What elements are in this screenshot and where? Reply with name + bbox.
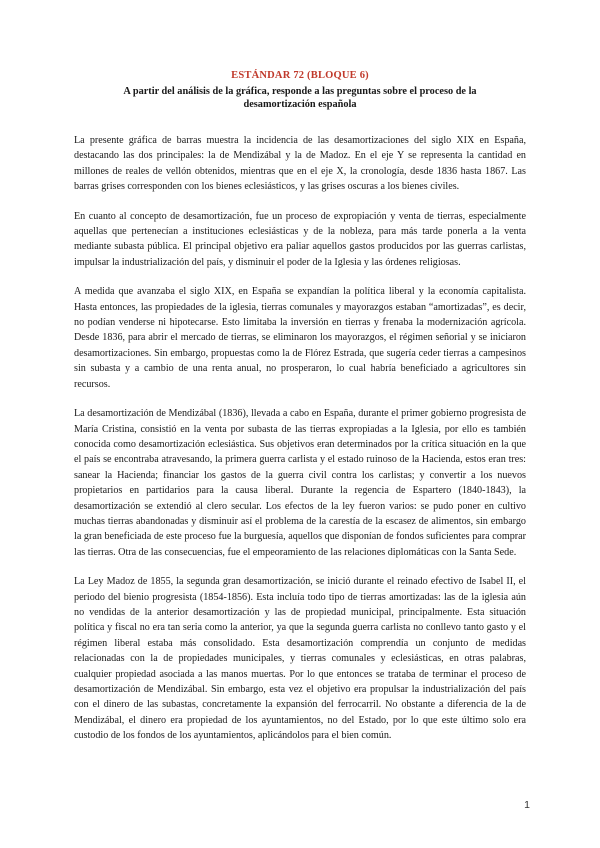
paragraph-context: A medida que avanzaba el siglo XIX, en España se expandían la política liberal y la economía capitalista. Hasta entonces, las propiedades de la iglesia, tierras comunales y mayorazgos estaban “amortizadas”, es decir, no podían venderse ni hipotecarse. Esto limitaba la inversión en tierras y frenaba la modernización agrícola. Desde 1836, para abrir el mercado de tierras, se eliminaron los mayorazgos, el régimen señorial y se iniciaron desamortizaciones. Sin embargo, propuestas como la de Flórez Estrada, que sugería ceder tierras a campesinos sin subasta y a cambio de una renta anual, no prosperaron, lo cual habría beneficiado a agricultores sin recursos. (74, 286, 526, 390)
paragraph-madoz: La Ley Madoz de 1855, la segunda gran desamortización, se inició durante el reinado efectivo de Isabel II, el periodo del bienio progresista (1854-1856). Esta incluía todo tipo de tierras amortizadas: las de la iglesia aún no vendidas de la anterior desamortización y las de propiedad municipal, principalmente. Esta situación política y fiscal no era tan seria como la anterior, ya que la segunda guerra carlista no conllevo tanto gasto y el régimen liberal estaba más consolidado. Esta desamortización comprendía un conjunto de medidas relacionadas con la de propiedades municipales, y tierras comunales y eclesiásticas, en otras palabras, cualquier propiedad asociada a las manos muertas. Por lo que entonces se trataba de terminar el proceso de desamortización de Mendizábal. Sin embargo, esta vez el objetivo era propulsar la industrialización del país con el dinero de las subastas, concretamente la expansión del ferrocarril. No obstante a diferencia de la de Mendizábal, el dinero era propiedad de los ayuntamientos, no del Estado, por lo que este último solo era custodio de los fondos de los ayuntamientos, aplicándolos para el bien común. (74, 576, 526, 742)
paragraph-chart-description: La presente gráfica de barras muestra la incidencia de las desamortizaciones del siglo XIX en España, destacando las dos principales: la de Mendizábal y la de Madoz. En el eje Y se representa la cantidad en millones de reales de vellón obtenidos, mientras que en el eje X, la cronología, desde 1836 hasta 1867. Las barras grises corresponden con los bienes eclesiásticos, y las grises oscuras a los bienes civiles. (74, 135, 526, 193)
document-page (74, 70, 526, 758)
paragraph-mendizabal: La desamortización de Mendizábal (1836), llevada a cabo en España, durante el primer gobierno progresista de María Cristina, consistió en la venta por subasta de las tierras expropiadas a la Iglesia, por ello es también conocida como desamortización eclesiástica. Sus objetivos eran determinados por la crítica situación en la que el país se encontraba atravesando, la primera guerra carlista y el estado ruinoso de la Hacienda, estos eran tres: sanear la Hacienda; financiar los gastos de la guerra civil contra los carlistas; y convertir a los nuevos propietarios en partidarios para la causa liberal. Durante la regencia de Espartero (1840-1843), la desamortización se extendió al clero secular. Los efectos de la ley fueron varios: se pudo poner en cultivo muchas tierras abandonadas y disminuir así el problema de la carestía de la escasez de alimentos, sin embargo la gran beneficiada de este proceso fue la burguesía, aquellos que disponían de fondos suficientes para comprar las tierras. Otra de las consecuencias, fue el empeoramiento de las relaciones diplomáticas con la Santa Sede. (74, 408, 526, 558)
paragraph-concept: En cuanto al concepto de desamortización, fue un proceso de expropiación y venta de tierras, especialmente aquellas que pertenecían a instituciones eclesiásticas y de la nobleza, para más tarde ponerla a la venta mediante subasta pública. El principal objetivo era paliar aquellos gastos producidos por las guerras carlistas, impulsar la industrialización del país, y disminuir el poder de la Iglesia y las órdenes religiosas. (74, 210, 526, 268)
document-subtitle: A partir del análisis de la gráfica, responde a las preguntas sobre el proceso de la desamortización española (123, 86, 477, 110)
document-title: ESTÁNDAR 72 (BLOQUE 6) (231, 70, 369, 81)
page-number: 1 (524, 799, 530, 811)
